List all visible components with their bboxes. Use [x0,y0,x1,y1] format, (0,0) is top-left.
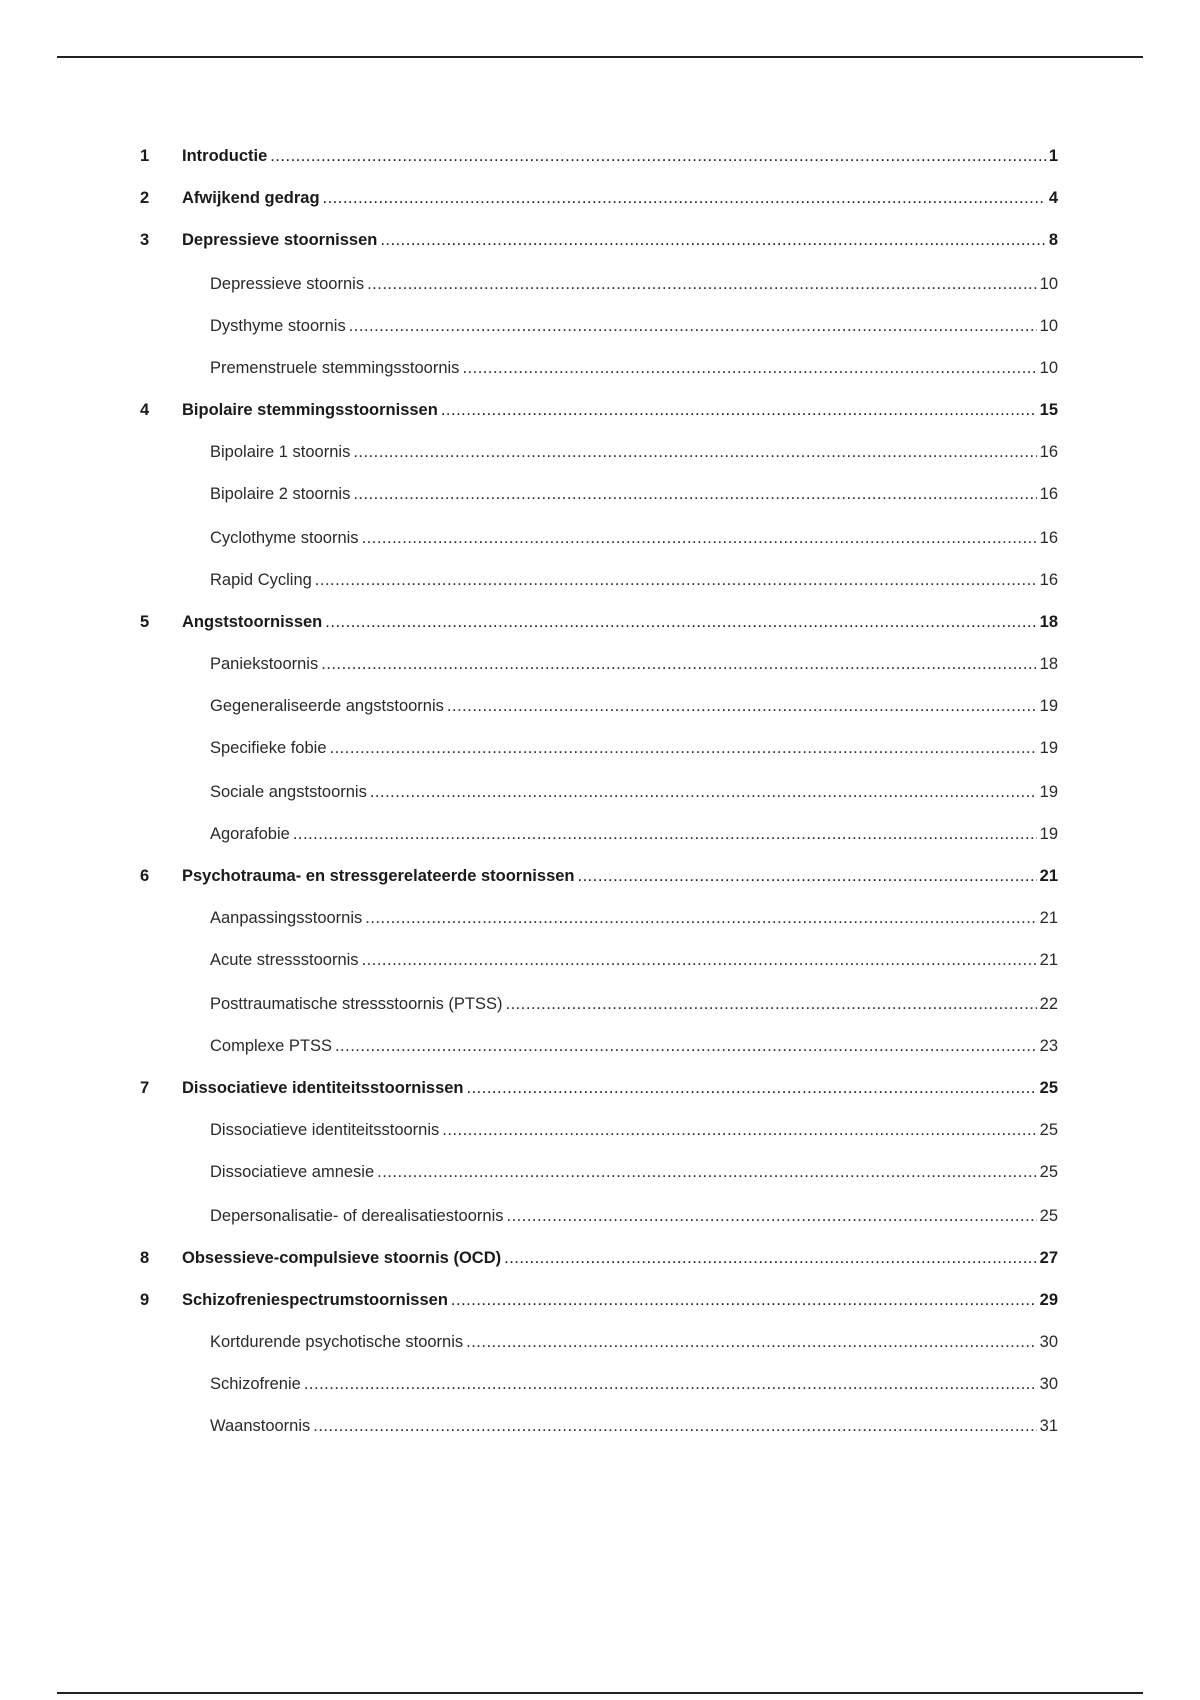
toc-section-entry[interactable] [140,992,1058,1016]
toc-page-number: 16 [1039,529,1058,547]
toc-entry-title: Waanstoornis [210,1417,311,1435]
toc-entry-title: Sociale angststoornis [210,783,367,801]
toc-entry-title: Dissociatieve identiteitsstoornis [210,1121,440,1139]
toc-entry-title: Introductie [182,147,268,165]
toc-entry-title: Dissociatieve identiteitsstoornissen [182,1079,464,1097]
toc-section-entry[interactable] [140,1204,1058,1228]
toc-section-entry[interactable] [140,822,1058,846]
toc-page-number: 25 [1039,1121,1058,1139]
toc-entry-title: Specifieke fobie [210,739,327,757]
toc-chapter-entry[interactable] [140,1246,1058,1270]
toc-section-entry[interactable] [140,906,1058,930]
toc-dot-leader [367,272,1037,296]
toc-dot-leader [466,1330,1037,1354]
toc-chapter-number: 4 [140,401,150,419]
toc-section-entry[interactable] [140,272,1058,296]
toc-dot-leader [441,398,1037,422]
toc-dot-leader [362,948,1037,972]
toc-dot-leader [321,652,1036,676]
toc-chapter-entry[interactable] [140,610,1058,634]
toc-section-entry[interactable] [140,482,1058,506]
footer-rule [57,1692,1143,1694]
toc-page-number: 31 [1039,1417,1058,1435]
toc-section-entry[interactable] [140,1414,1058,1438]
toc-dot-leader [377,1160,1036,1184]
toc-dot-leader [467,1076,1037,1100]
toc-section-entry[interactable] [140,780,1058,804]
toc-section-entry[interactable] [140,526,1058,550]
toc-entry-title: Rapid Cycling [210,571,312,589]
toc-chapter-number: 5 [140,613,150,631]
toc-page-number: 25 [1039,1079,1058,1097]
toc-entry-title: Paniekstoornis [210,655,319,673]
toc-dot-leader [462,356,1036,380]
toc-dot-leader [315,568,1037,592]
toc-dot-leader [313,1414,1036,1438]
toc-entry-title: Bipolaire 1 stoornis [210,443,351,461]
toc-entry-title: Kortdurende psychotische stoornis [210,1333,464,1351]
toc-dot-leader [447,694,1037,718]
toc-chapter-number: 1 [140,147,150,165]
toc-dot-leader [578,864,1037,888]
toc-page-number: 19 [1039,825,1058,843]
toc-dot-leader [325,610,1036,634]
toc-page-number: 10 [1039,359,1058,377]
toc-page-number: 18 [1039,655,1058,673]
toc-chapter-entry[interactable] [140,1288,1058,1312]
toc-entry-title: Obsessieve-compulsieve stoornis (OCD) [182,1249,502,1267]
toc-page-number: 21 [1039,867,1058,885]
toc-chapter-number: 7 [140,1079,150,1097]
toc-chapter-number: 8 [140,1249,150,1267]
toc-chapter-number: 2 [140,189,150,207]
toc-dot-leader [335,1034,1037,1058]
toc-page-number: 19 [1039,783,1058,801]
toc-section-entry[interactable] [140,694,1058,718]
toc-section-entry[interactable] [140,1160,1058,1184]
toc-dot-leader [362,526,1037,550]
toc-entry-title: Dissociatieve amnesie [210,1163,375,1181]
toc-page-number: 8 [1048,231,1058,249]
toc-page-number: 30 [1039,1375,1058,1393]
toc-page-number: 1 [1048,147,1058,165]
toc-section-entry[interactable] [140,1372,1058,1396]
toc-section-entry[interactable] [140,1034,1058,1058]
toc-page-number: 4 [1048,189,1058,207]
toc-entry-title: Schizofreniespectrumstoornissen [182,1291,448,1309]
toc-dot-leader [349,314,1037,338]
toc-dot-leader [330,736,1037,760]
toc-page-number: 25 [1039,1207,1058,1225]
toc-page-number: 16 [1039,571,1058,589]
toc-page-number: 10 [1039,275,1058,293]
toc-chapter-entry[interactable] [140,228,1058,252]
toc-dot-leader [380,228,1045,252]
toc-entry-title: Angststoornissen [182,613,323,631]
toc-page-number: 25 [1039,1163,1058,1181]
toc-entry-title: Depressieve stoornissen [182,231,378,249]
toc-dot-leader [365,906,1036,930]
toc-page-number: 21 [1039,909,1058,927]
toc-chapter-entry[interactable] [140,398,1058,422]
toc-dot-leader [370,780,1037,804]
toc-page-number: 10 [1039,317,1058,335]
toc-section-entry[interactable] [140,356,1058,380]
toc-page-number: 16 [1039,485,1058,503]
toc-entry-title: Afwijkend gedrag [182,189,320,207]
toc-entry-title: Posttraumatische stressstoornis (PTSS) [210,995,503,1013]
toc-page-number: 29 [1039,1291,1058,1309]
toc-chapter-number: 9 [140,1291,150,1309]
toc-dot-leader [293,822,1037,846]
toc-page-number: 23 [1039,1037,1058,1055]
toc-page-number: 19 [1039,697,1058,715]
toc-dot-leader [506,992,1037,1016]
toc-page-number: 27 [1039,1249,1058,1267]
toc-entry-title: Bipolaire stemmingsstoornissen [182,401,438,419]
toc-section-entry[interactable] [140,948,1058,972]
toc-chapter-entry[interactable] [140,186,1058,210]
toc-chapter-entry[interactable] [140,1076,1058,1100]
toc-section-entry[interactable] [140,1118,1058,1142]
toc-dot-leader [270,144,1046,168]
toc-dot-leader [353,440,1036,464]
toc-page-number: 19 [1039,739,1058,757]
toc-entry-title: Dysthyme stoornis [210,317,346,335]
toc-entry-title: Schizofrenie [210,1375,301,1393]
toc-section-entry[interactable] [140,568,1058,592]
toc-entry-title: Psychotrauma- en stressgerelateerde stoornissen [182,867,575,885]
toc-entry-title: Bipolaire 2 stoornis [210,485,351,503]
toc-chapter-entry[interactable] [140,864,1058,888]
toc-entry-title: Premenstruele stemmingsstoornis [210,359,460,377]
toc-entry-title: Depersonalisatie- of derealisatiestoornis [210,1207,504,1225]
toc-page-number: 22 [1039,995,1058,1013]
toc-section-entry[interactable] [140,736,1058,760]
toc-section-entry[interactable] [140,652,1058,676]
toc-dot-leader [507,1204,1037,1228]
toc-entry-title: Depressieve stoornis [210,275,365,293]
toc-section-entry[interactable] [140,314,1058,338]
toc-entry-title: Complexe PTSS [210,1037,332,1055]
toc-page-number: 15 [1039,401,1058,419]
toc-chapter-number: 6 [140,867,150,885]
toc-page-number: 30 [1039,1333,1058,1351]
toc-dot-leader [323,186,1046,210]
toc-page-number: 16 [1039,443,1058,461]
toc-dot-leader [451,1288,1037,1312]
toc-chapter-number: 3 [140,231,150,249]
toc-section-entry[interactable] [140,1330,1058,1354]
header-rule [57,56,1143,58]
toc-dot-leader [442,1118,1036,1142]
toc-section-entry[interactable] [140,440,1058,464]
toc-entry-title: Aanpassingsstoornis [210,909,363,927]
toc-entry-title: Acute stressstoornis [210,951,359,969]
toc-entry-title: Agorafobie [210,825,290,843]
toc-dot-leader [353,482,1036,506]
toc-dot-leader [304,1372,1037,1396]
toc-entry-title: Cyclothyme stoornis [210,529,359,547]
toc-page-number: 18 [1039,613,1058,631]
toc-dot-leader [504,1246,1037,1270]
toc-chapter-entry[interactable] [140,144,1058,168]
toc-page-number: 21 [1039,951,1058,969]
toc-entry-title: Gegeneraliseerde angststoornis [210,697,444,715]
